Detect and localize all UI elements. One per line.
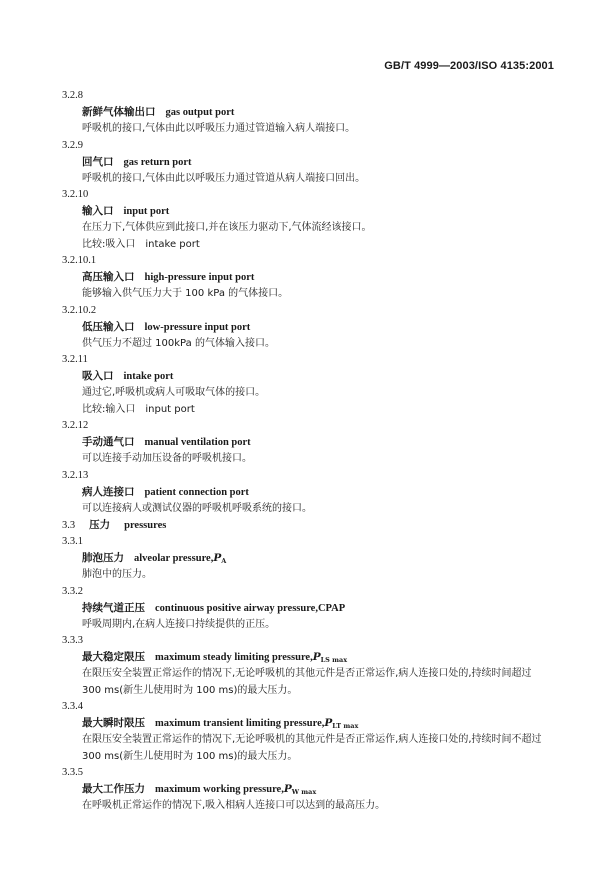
term-en: continuous positive airway pressure,CPAP bbox=[155, 602, 346, 614]
term-entry bbox=[0, 633, 600, 699]
term-en: low-pressure input port bbox=[144, 321, 251, 333]
section-title-en: pressures bbox=[124, 520, 167, 531]
term-entry bbox=[0, 187, 600, 253]
term-symbol: P bbox=[324, 717, 333, 729]
term-symbol: P bbox=[213, 552, 222, 564]
term-en: maximum working pressure, bbox=[155, 784, 284, 795]
document-body bbox=[0, 88, 600, 815]
term-definition: 可以连接病人或测试仪器的呼吸机呼吸系统的接口。 bbox=[82, 502, 312, 514]
term-en: alveolar pressure, bbox=[134, 553, 214, 564]
document-header: GB/T 4999—2003/ISO 4135:2001 bbox=[384, 60, 554, 72]
term-definition: 通过它,呼吸机或病人可吸取气体的接口。 bbox=[82, 387, 266, 398]
term-title bbox=[82, 600, 600, 617]
term-definition: 在限压安全装置正常运作的情况下,无论呼吸机的其他元件是否正常运作,病人连接口处的,持续时间不超过 300 ms(新生儿使用时为 100 ms)的最大压力。 bbox=[82, 734, 542, 762]
clause-number: 3.3.1 bbox=[62, 536, 83, 547]
term-title bbox=[82, 550, 600, 567]
clause-number: 3.2.10.1 bbox=[62, 255, 97, 266]
term-entry bbox=[0, 584, 600, 634]
term-en: gas return port bbox=[123, 156, 192, 168]
term-title bbox=[82, 319, 600, 336]
term-en: patient connection port bbox=[144, 486, 249, 498]
term-entry bbox=[0, 138, 600, 188]
term-title bbox=[82, 484, 600, 501]
term-definition: 呼吸周期内,在病人连接口持续提供的正压。 bbox=[82, 618, 276, 630]
term-zh: 最大稳定限压 bbox=[82, 651, 145, 663]
term-zh: 回气口 bbox=[82, 155, 114, 168]
term-symbol: P bbox=[312, 651, 321, 663]
term-definition: 肺泡中的压力。 bbox=[82, 569, 152, 580]
term-en: high-pressure input port bbox=[144, 272, 255, 283]
term-zh: 新鲜气体输出口 bbox=[82, 106, 156, 118]
term-zh: 低压输入口 bbox=[82, 320, 135, 333]
term-entry bbox=[0, 699, 600, 765]
clause-number: 3.2.13 bbox=[62, 469, 89, 481]
term-en: maximum steady limiting pressure, bbox=[155, 652, 313, 663]
clause-number: 3.3.3 bbox=[62, 635, 83, 646]
clause-number: 3.3.2 bbox=[62, 585, 83, 597]
section-number: 3.3 bbox=[62, 520, 76, 531]
term-symbol-subscript: LS max bbox=[320, 656, 348, 664]
term-title bbox=[82, 781, 600, 798]
term-symbol-subscript: W max bbox=[291, 788, 317, 796]
term-title bbox=[82, 715, 600, 732]
term-entry bbox=[0, 765, 600, 815]
term-entry bbox=[0, 418, 600, 468]
term-definition: 供气压力不超过 100kPa 的气体输入接口。 bbox=[82, 337, 275, 349]
term-en: input port bbox=[123, 206, 170, 217]
clause-number: 3.2.8 bbox=[62, 90, 83, 101]
term-symbol: P bbox=[283, 783, 292, 795]
term-definition: 在限压安全装置正常运作的情况下,无论呼吸机的其他元件是否正常运作,病人连接口处的,持续时间超过 300 ms(新生儿使用时为 100 ms)的最大压力。 bbox=[82, 668, 532, 696]
clause-number: 3.2.9 bbox=[62, 139, 83, 151]
term-zh: 最大瞬时限压 bbox=[82, 717, 145, 729]
term-definition: 在压力下,气体供应到此接口,并在该压力驱动下,气体流经该接口。 bbox=[82, 222, 372, 233]
term-definition: 在呼吸机正常运作的情况下,吸入相病人连接口可以达到的最高压力。 bbox=[82, 800, 386, 811]
term-definition: 可以连接手动加压设备的呼吸机接口。 bbox=[82, 453, 252, 464]
term-definition: 比较:吸入口 intake port bbox=[82, 238, 200, 250]
term-en: intake port bbox=[123, 371, 174, 382]
term-title bbox=[82, 368, 600, 385]
term-zh: 吸入口 bbox=[82, 370, 114, 382]
term-title bbox=[82, 434, 600, 451]
term-title bbox=[82, 203, 600, 220]
term-symbol-subscript: LT max bbox=[332, 722, 359, 730]
term-title bbox=[82, 649, 600, 666]
clause-number: 3.2.10.2 bbox=[62, 304, 97, 316]
term-en: manual ventilation port bbox=[144, 437, 251, 448]
term-definition: 能够输入供气压力大于 100 kPa 的气体接口。 bbox=[82, 288, 289, 299]
term-entry bbox=[0, 88, 600, 138]
term-zh: 持续气道正压 bbox=[82, 601, 145, 614]
term-entry bbox=[0, 303, 600, 353]
term-en: maximum transient limiting pressure, bbox=[155, 718, 325, 729]
term-definition: 呼吸机的接口,气体由此以呼吸压力通过管道输入病人端接口。 bbox=[82, 123, 356, 134]
term-entry bbox=[0, 253, 600, 303]
term-en: gas output port bbox=[165, 107, 235, 118]
term-zh: 最大工作压力 bbox=[82, 783, 145, 795]
term-zh: 病人连接口 bbox=[82, 485, 135, 498]
term-definition: 呼吸机的接口,气体由此以呼吸压力通过管道从病人端接口回出。 bbox=[82, 172, 366, 184]
term-definition: 比较:输入口 input port bbox=[82, 403, 195, 415]
term-title bbox=[82, 154, 600, 171]
clause-number: 3.3.4 bbox=[62, 701, 83, 712]
term-title bbox=[82, 104, 600, 121]
clause-number: 3.2.11 bbox=[62, 354, 88, 365]
clause-number: 3.3.5 bbox=[62, 767, 83, 778]
term-zh: 肺泡压力 bbox=[82, 552, 124, 564]
section-heading bbox=[62, 517, 600, 534]
term-title bbox=[82, 269, 600, 286]
term-entry bbox=[0, 534, 600, 584]
term-entry bbox=[0, 517, 600, 534]
term-zh: 高压输入口 bbox=[82, 271, 135, 283]
clause-number: 3.2.12 bbox=[62, 420, 89, 431]
term-zh: 手动通气口 bbox=[82, 436, 135, 448]
clause-number: 3.2.10 bbox=[62, 189, 89, 200]
term-symbol-subscript: A bbox=[221, 557, 227, 565]
term-zh: 输入口 bbox=[82, 205, 114, 217]
term-entry bbox=[0, 352, 600, 418]
term-entry bbox=[0, 468, 600, 518]
section-title-zh: 压力 bbox=[89, 519, 111, 531]
